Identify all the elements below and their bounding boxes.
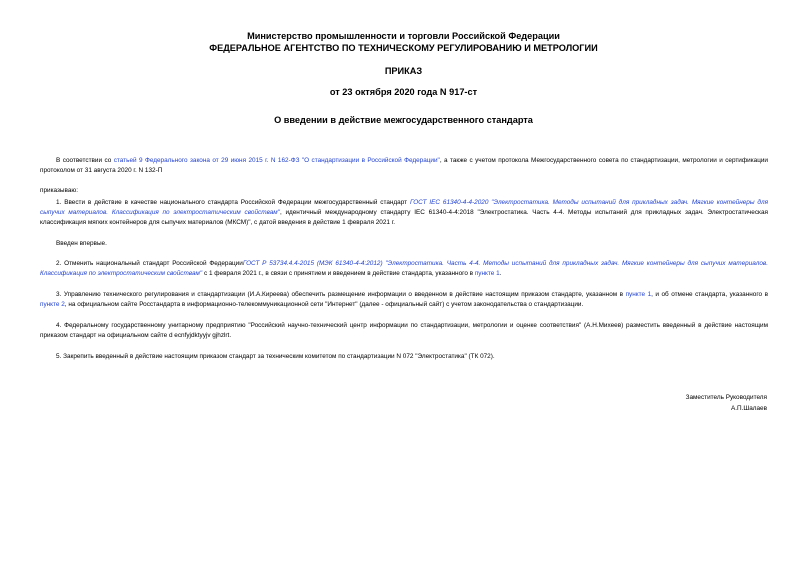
document-type: ПРИКАЗ bbox=[384, 66, 423, 76]
paragraph-2-text-1: 2. Отменить национальный стандарт Российской Федерации bbox=[56, 260, 243, 267]
paragraph-3 bbox=[40, 290, 768, 310]
ministry-name: Министерство промышленности и торговли Российской Федерации bbox=[247, 31, 560, 41]
gost-iec-61340-link[interactable]: ГОСТ IEC 61340-4-4-2020 "Электростатика. Методы испытаний для прикладных задач. Мягкие контейнеры для сыпучих материалов. Классификация по электростатическим свойствам" bbox=[40, 199, 768, 216]
paragraph-1-text-1: 1. Ввести в действие в качестве национального стандарта Российской Федерации межгосударственный стандарт bbox=[56, 199, 410, 206]
gost-r-53734-link[interactable]: ГОСТ Р 53734.4.4-2015 (МЭК 61340-4-4:2012) "Электростатика. Часть 4-4. Методы испытаний для прикладных задач. Мягкие контейнеры для сыпучих материалов. Классификация по электростатическим свойствам" bbox=[40, 260, 768, 277]
document-date-number: от 23 октября 2020 года N 917-ст bbox=[329, 87, 478, 97]
preamble-paragraph bbox=[40, 156, 768, 176]
paragraph-3-text-2: , и об отмене стандарта, указанного в bbox=[651, 291, 768, 298]
introduced-first-note: Введен впервые. bbox=[56, 240, 107, 247]
federal-law-link[interactable]: статьей 9 Федерального закона от 29 июня 2015 г. N 162-ФЗ "О стандартизации в Российской Федерации" bbox=[113, 157, 440, 164]
paragraph-2 bbox=[40, 259, 768, 279]
signatory-position: Заместитель Руководителя bbox=[685, 394, 767, 401]
document-title: О введении в действие межгосударственного стандарта bbox=[274, 115, 533, 125]
paragraph-3-text-3: , на официальном сайте Росстандарта в информационно-телекоммуникационной сети "Интернет" (далее - официальный сайт) с учетом законодательства о стандартизации. bbox=[64, 301, 584, 308]
preamble-text-1: В соответствии со bbox=[56, 157, 114, 164]
agency-name: ФЕДЕРАЛЬНОЕ АГЕНТСТВО ПО ТЕХНИЧЕСКОМУ РЕГУЛИРОВАНИЮ И МЕТРОЛОГИИ bbox=[209, 43, 598, 53]
item-1-link[interactable]: пункте 1 bbox=[625, 291, 652, 298]
signatory-name: А.П.Шалаев bbox=[730, 405, 767, 412]
order-word: приказываю: bbox=[40, 187, 78, 194]
paragraph-1-text-2: , идентичный международному стандарту IEC 61340-4-4:2018 "Электростатика. Часть 4-4. Методы испытаний для прикладных задач. Электростатическая классификация мягких контейнеров для сыпучих материалов (МКСМ)", с датой введения в действие 1 февраля 2021 г. bbox=[40, 209, 768, 226]
paragraph-5: 5. Закрепить введенный в действие настоящим приказом стандарт за техническим комитетом по стандартизации N 072 "Электростатика" (ТК 072). bbox=[56, 353, 495, 360]
paragraph-2-text-3: . bbox=[499, 270, 502, 277]
paragraph-3-text-1: 3. Управлению технического регулирования и стандартизации (И.А.Киреева) обеспечить размещение информации о введенном в действие настоящим приказом стандарте, указанном в bbox=[56, 291, 626, 298]
paragraph-1 bbox=[40, 198, 768, 228]
paragraph-4: 4. Федеральному государственному унитарному предприятию "Российский научно-технический центр информации по стандартизации, метрологии и оценке соответствия" (А.Н.Михеев) разместить введенный в действие настоящим приказом стандарт на официальном сайте d ecnfyjdktyyjv gjhzlrt. bbox=[40, 322, 768, 339]
item-2-link[interactable]: пункте 2 bbox=[40, 301, 65, 308]
paragraph-2-text-2: с 1 февраля 2021 г., в связи с принятием и введением в действие стандарта, указанного в bbox=[202, 270, 475, 277]
item-1-link[interactable]: пункте 1 bbox=[474, 270, 500, 277]
preamble-text-2: , а также с учетом протокола Межгосударственного совета по стандартизации, метрологии и сертификации протоколом от 31 августа 2020 г. N 132-П bbox=[40, 157, 768, 174]
